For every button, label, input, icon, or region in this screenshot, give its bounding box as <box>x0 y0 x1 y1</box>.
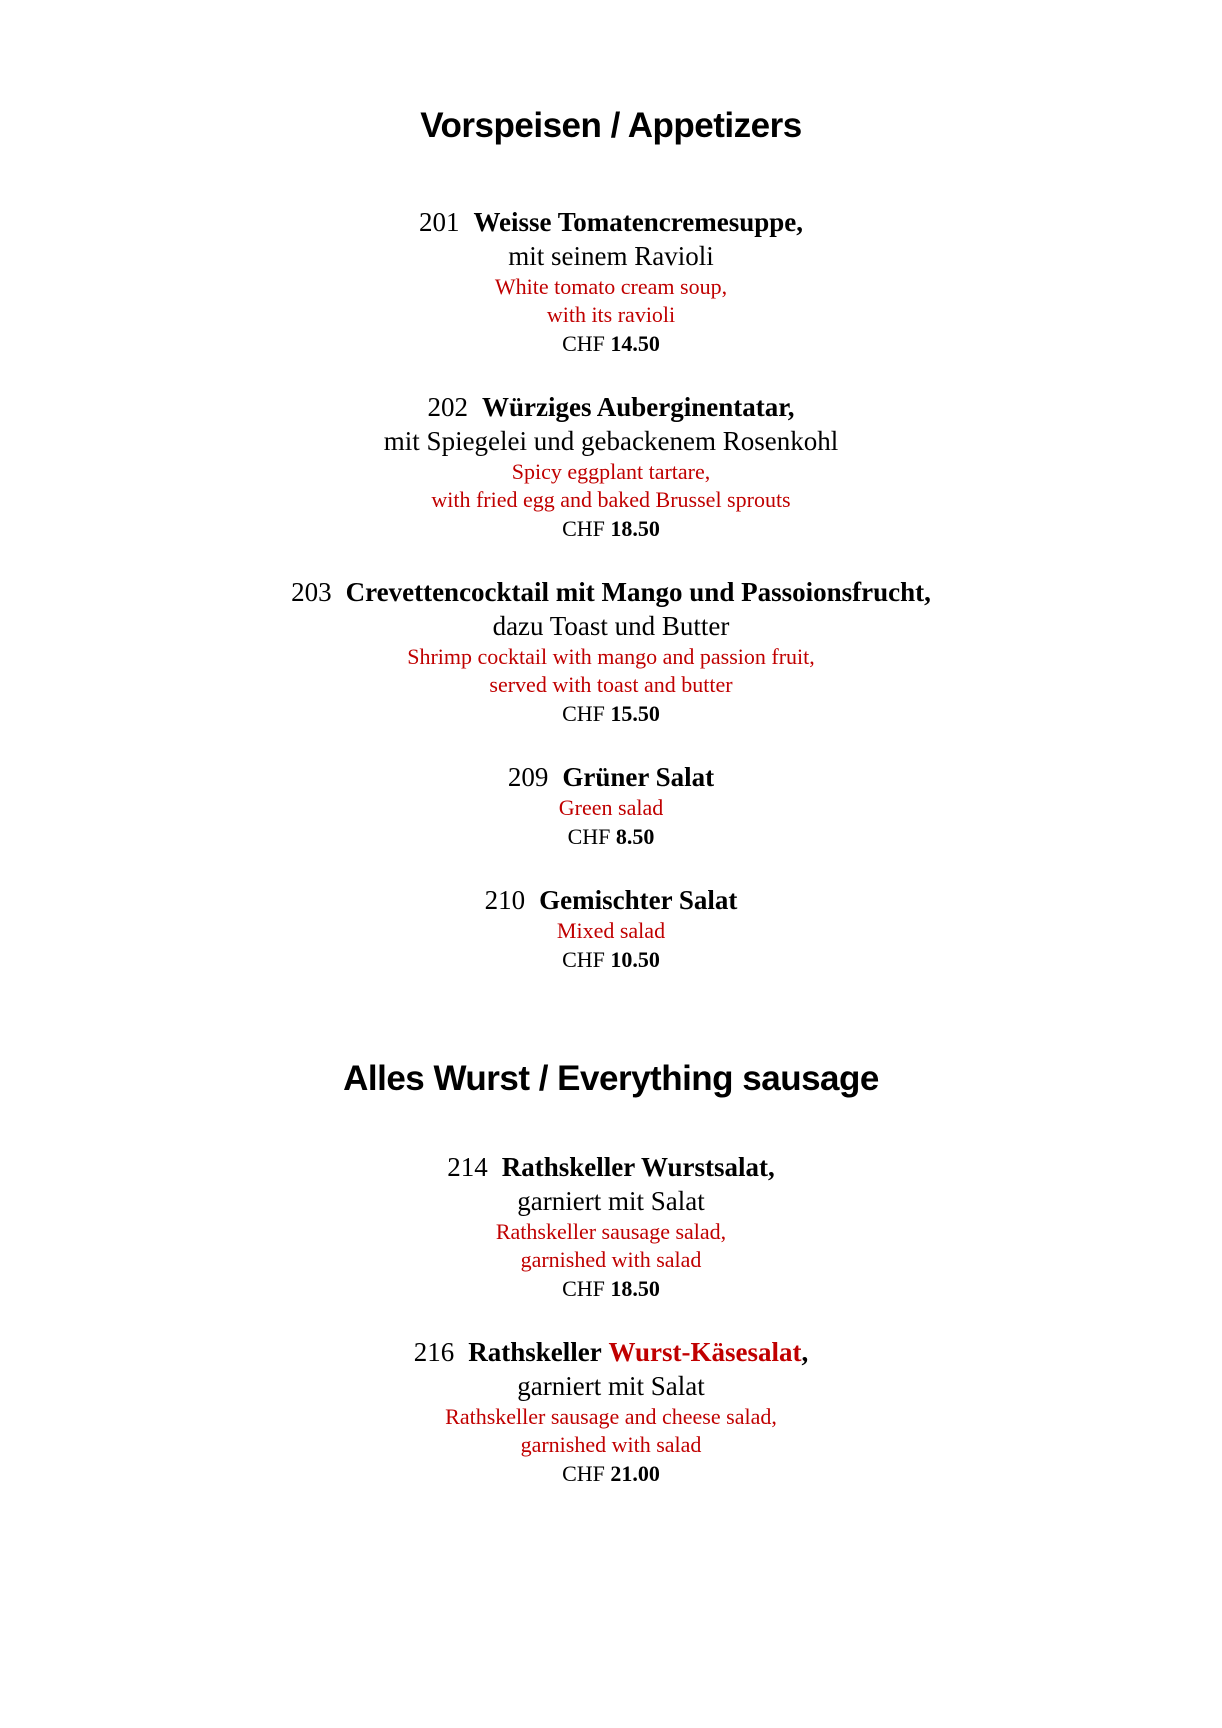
item-subtitle: mit Spiegelei und gebackenem Rosenkohl <box>383 426 839 456</box>
item-subtitle: dazu Toast und Butter <box>492 611 730 641</box>
item-price: CHF 10.50 <box>562 947 660 972</box>
section-sausage <box>0 1057 1222 1101</box>
menu-item-214 <box>0 1150 1222 1303</box>
menu-item-202 <box>0 390 1222 543</box>
item-english-line2: garnished with salad <box>520 1247 702 1272</box>
item-price: CHF 8.50 <box>567 824 655 849</box>
item-price: CHF 15.50 <box>562 701 660 726</box>
item-english-line1: Spicy eggplant tartare, <box>511 459 711 484</box>
section-appetizers <box>0 104 1222 148</box>
section-title: Vorspeisen / Appetizers <box>420 106 802 145</box>
item-number: 203 <box>291 577 332 607</box>
item-price: CHF 18.50 <box>562 516 660 541</box>
item-name: Rathskeller Wurstsalat, <box>501 1152 775 1182</box>
item-name-suffix: , <box>801 1337 809 1367</box>
menu-item-203 <box>0 575 1222 728</box>
item-english-line1: Mixed salad <box>556 918 666 943</box>
item-name: Gemischter Salat <box>539 885 738 915</box>
item-name: Grüner Salat <box>562 762 715 792</box>
item-price: CHF 14.50 <box>562 331 660 356</box>
item-price: CHF 21.00 <box>562 1461 660 1486</box>
item-number: 214 <box>447 1152 488 1182</box>
item-name: Crevettencocktail mit Mango und Passoionsfrucht, <box>345 577 931 607</box>
item-name: Rathskeller <box>468 1337 602 1367</box>
item-english-line2: served with toast and butter <box>489 672 733 697</box>
item-subtitle: mit seinem Ravioli <box>508 241 714 271</box>
item-name-highlight: Wurst-Käsesalat <box>608 1337 802 1367</box>
item-english-line1: White tomato cream soup, <box>494 274 728 299</box>
item-english-line2: with its ravioli <box>546 302 676 327</box>
item-name: Weisse Tomatencremesuppe, <box>473 207 803 237</box>
item-number: 209 <box>507 762 549 792</box>
menu-item-209 <box>0 760 1222 851</box>
item-english-line1: Rathskeller sausage and cheese salad, <box>445 1404 777 1429</box>
item-number: 201 <box>419 207 460 237</box>
item-english-line1: Shrimp cocktail with mango and passion fruit, <box>407 644 815 669</box>
item-number: 216 <box>413 1337 455 1367</box>
menu-item-210 <box>0 883 1222 974</box>
item-english-line2: garnished with salad <box>520 1432 702 1457</box>
section-title: Alles Wurst / Everything sausage <box>343 1059 879 1098</box>
menu-item-216 <box>0 1335 1222 1488</box>
item-name: Würziges Auberginentatar, <box>482 392 795 422</box>
item-english-line1: Green salad <box>558 795 664 820</box>
item-price: CHF 18.50 <box>562 1276 660 1301</box>
item-subtitle: garniert mit Salat <box>517 1371 705 1401</box>
menu-item-201 <box>0 205 1222 358</box>
item-english-line2: with fried egg and baked Brussel sprouts <box>431 487 791 512</box>
item-number: 202 <box>427 392 468 422</box>
item-english-line1: Rathskeller sausage salad, <box>495 1219 727 1244</box>
item-subtitle: garniert mit Salat <box>517 1186 705 1216</box>
item-number: 210 <box>484 885 526 915</box>
